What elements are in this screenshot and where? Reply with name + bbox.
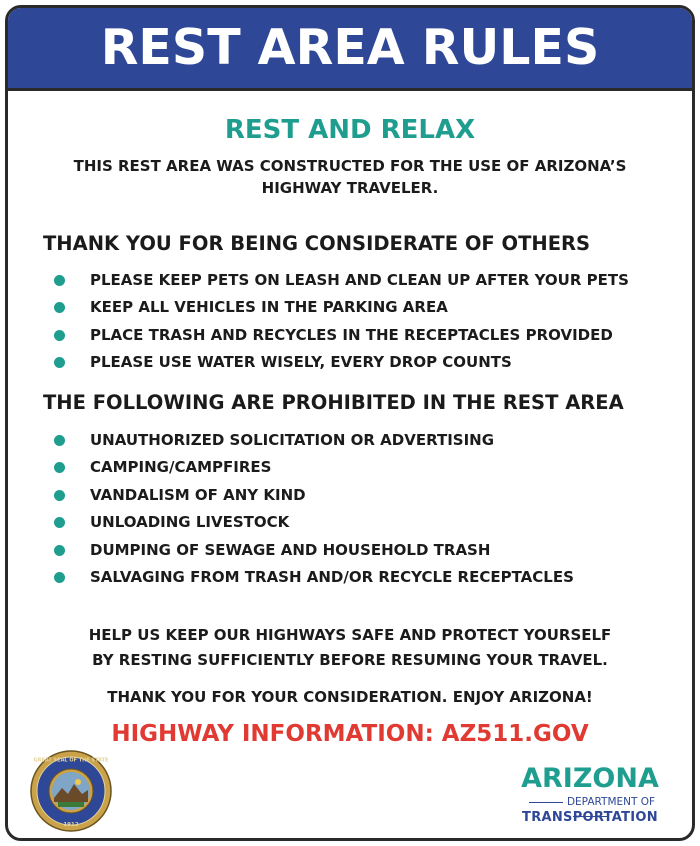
prohibited-list	[54, 427, 574, 591]
list-item	[54, 322, 629, 349]
closing-line: HELP US KEEP OUR HIGHWAYS SAFE AND PROTECT YOURSELF	[88, 626, 612, 644]
closing-line: BY RESTING SUFFICIENTLY BEFORE RESUMING YOUR TRAVEL.	[92, 651, 608, 669]
list-item-text: CAMPING/CAMPFIRES	[90, 458, 272, 477]
highway-info-text: HIGHWAY INFORMATION: AZ511.GOV	[111, 721, 589, 747]
list-item	[54, 537, 574, 564]
adot-wordmark: ARIZONA	[521, 763, 659, 794]
closing-text	[38, 623, 662, 673]
bullet-dot-icon	[54, 357, 65, 368]
rest-area-sign	[5, 5, 695, 841]
intro-line: THIS REST AREA WAS CONSTRUCTED FOR THE USE OF ARIZONA’S	[73, 157, 627, 175]
bullet-dot-icon	[54, 462, 65, 473]
list-item	[54, 267, 629, 294]
bullet-dot-icon	[54, 330, 65, 341]
list-item	[54, 349, 629, 376]
bullet-dot-icon	[54, 517, 65, 528]
list-item-text: VANDALISM OF ANY KIND	[90, 485, 306, 504]
list-item	[54, 482, 574, 509]
intro-line: HIGHWAY TRAVELER.	[261, 179, 439, 197]
list-item-text: PLEASE USE WATER WISELY, EVERY DROP COUNTS	[90, 353, 512, 372]
adot-transportation-label: TRANSPORTATION	[522, 810, 658, 825]
list-item	[54, 427, 574, 454]
list-item-text: KEEP ALL VEHICLES IN THE PARKING AREA	[90, 298, 448, 317]
thanks-text: THANK YOU FOR YOUR CONSIDERATION. ENJOY ARIZONA!	[107, 688, 593, 706]
svg-text:GREAT SEAL OF THE STATE: GREAT SEAL OF THE STATE	[33, 757, 109, 764]
state-seal-icon	[30, 750, 112, 832]
list-item-text: UNLOADING LIVESTOCK	[90, 513, 290, 532]
bullet-dot-icon	[54, 435, 65, 446]
sign-title: REST AREA RULES	[100, 19, 600, 76]
sign-header	[8, 8, 692, 91]
list-item-text: PLEASE KEEP PETS ON LEASH AND CLEAN UP AFTER YOUR PETS	[90, 271, 629, 289]
svg-text:1912: 1912	[63, 822, 79, 828]
list-item-text: DUMPING OF SEWAGE AND HOUSEHOLD TRASH	[90, 540, 491, 559]
prohibited-heading: THE FOLLOWING ARE PROHIBITED IN THE REST AREA	[43, 391, 624, 414]
considerate-list	[54, 267, 629, 377]
bullet-dot-icon	[54, 275, 65, 286]
considerate-heading: THANK YOU FOR BEING CONSIDERATE OF OTHERS	[43, 232, 591, 255]
intro-text	[48, 155, 652, 199]
adot-logo	[504, 763, 676, 829]
rest-and-relax-heading: REST AND RELAX	[224, 115, 476, 145]
bullet-dot-icon	[54, 302, 65, 313]
list-item	[54, 564, 574, 591]
bullet-dot-icon	[54, 490, 65, 501]
adot-department-label: DEPARTMENT OF	[504, 795, 676, 823]
list-item	[54, 509, 574, 536]
list-item-text: SALVAGING FROM TRASH AND/OR RECYCLE RECEPTACLES	[90, 567, 574, 586]
list-item	[54, 294, 629, 321]
bullet-dot-icon	[54, 572, 65, 583]
list-item	[54, 454, 574, 481]
bullet-dot-icon	[54, 545, 65, 556]
list-item-text: UNAUTHORIZED SOLICITATION OR ADVERTISING	[90, 431, 495, 449]
list-item-text: PLACE TRASH AND RECYCLES IN THE RECEPTACLES PROVIDED	[90, 325, 613, 344]
